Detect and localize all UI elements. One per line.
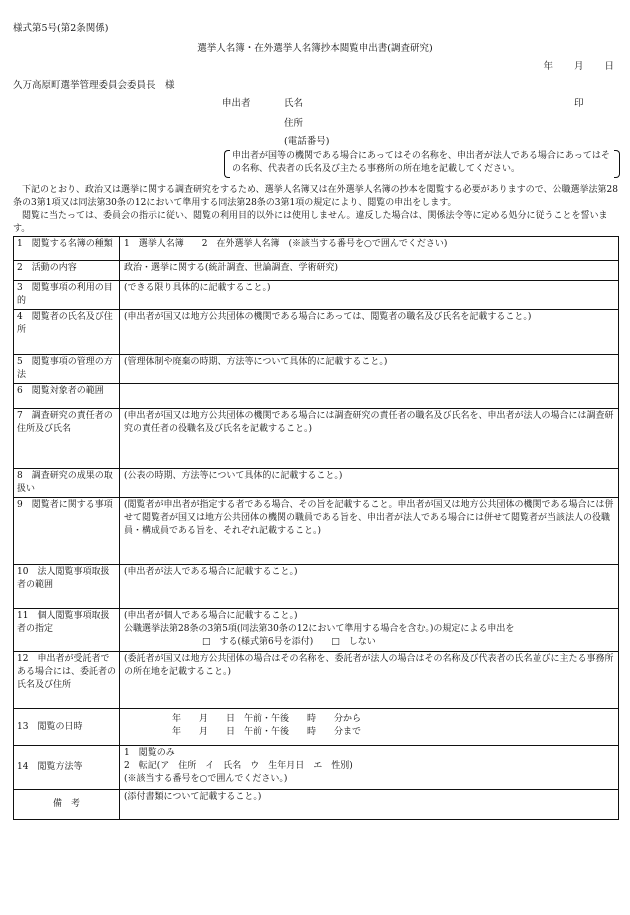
- row-label: 11 個人閲覧事項取扱者の指定: [14, 609, 120, 652]
- r11-line-1: (申出者が個人である場合に記載すること。): [124, 611, 298, 621]
- row-label: 14 閲覧方法等: [14, 746, 120, 790]
- applicant-address-label: 住所: [284, 118, 304, 129]
- table-row: [14, 609, 619, 652]
- row-label: 2 活動の内容: [14, 261, 120, 281]
- row-label: 3 閲覧事項の利用の目的: [14, 281, 120, 310]
- r14-line-3: (※該当する番号を○で囲んでください。): [124, 774, 288, 784]
- row-value[interactable]: [120, 384, 619, 409]
- row-value[interactable]: (申出者が国又は地方公共団体の機関である場合には調査研究の責任者の職名及び氏名を、申出者が法人の場合には調査研究の責任者の役職名及び氏名を記載すること。): [120, 409, 619, 469]
- table-row: [14, 709, 619, 746]
- row-value[interactable]: (管理体制や廃棄の時期、方法等について具体的に記載すること。): [120, 355, 619, 384]
- table-row: [14, 565, 619, 609]
- form-number: 様式第5号(第2条関係): [13, 23, 109, 34]
- body-paragraph-2: 閲覧に当たっては、委員会の指示に従い、閲覧の利用目的以外には使用しません。違反した場合は、関係法令等に定める処分に従うことを誓います。: [13, 211, 608, 234]
- row-label: 7 調査研究の責任者の住所及び氏名: [14, 409, 120, 469]
- row-label: 6 閲覧対象者の範囲: [14, 384, 120, 409]
- row-label: 1 閲覧する名簿の種類: [14, 237, 120, 261]
- table-row: [14, 469, 619, 498]
- row-value[interactable]: [120, 746, 619, 790]
- row-label: 8 調査研究の成果の取扱い: [14, 469, 120, 498]
- table-row: [14, 237, 619, 261]
- row-value[interactable]: 政治・選挙に関する(統計調査、世論調査、学術研究): [120, 261, 619, 281]
- applicant-note-text: 申出者が国等の機関である場合にあってはその名称を、申出者が法人である場合にあってはその名称、代表者の氏名及び主たる事務所の所在地を記載してください。: [232, 151, 610, 174]
- row-value[interactable]: 1 選挙人名簿 2 在外選挙人名簿 (※該当する番号を○で囲んでください): [120, 237, 619, 261]
- application-table: [13, 236, 619, 820]
- r13-to: 年 月 日 午前・午後 時 分まで: [172, 727, 362, 737]
- table-row: [14, 281, 619, 310]
- table-row: [14, 261, 619, 281]
- table-row: [14, 355, 619, 384]
- row-value[interactable]: (できる限り具体的に記載すること。): [120, 281, 619, 310]
- row-value[interactable]: (閲覧者が申出者が指定する者である場合、その旨を記載すること。申出者が国又は地方公共団体の機関である場合には併せて閲覧者が国又は地方公共団体の機関の職員である旨を、申出者が法人である場合には併せて閲覧者が当該法人の役職員・構成員である旨を、それぞれ記載すること。): [120, 498, 619, 565]
- applicant-note: [224, 150, 620, 178]
- document-title: 選挙人名簿・在外選挙人名簿抄本閲覧申出書(調査研究): [197, 43, 433, 54]
- row-value[interactable]: [120, 609, 619, 652]
- applicant-name-label: 氏名: [284, 98, 304, 109]
- row-label: 備 考: [14, 790, 120, 820]
- table-row: [14, 498, 619, 565]
- r11-line-2: 公職選挙法第28条の3第5項(同法第30条の12において準用する場合を含む。)の規定による申出を: [124, 624, 515, 634]
- table-row: [14, 746, 619, 790]
- table-row: [14, 310, 619, 355]
- date-field: 年 月 日: [543, 61, 614, 72]
- table-row: [14, 652, 619, 709]
- row-value[interactable]: (公表の時期、方法等について具体的に記載すること。): [120, 469, 619, 498]
- r11-checkbox-line[interactable]: □ する(様式第6号を添付) □ しない: [202, 637, 376, 647]
- addressee: 久万高原町選挙管理委員会委員長 様: [13, 80, 175, 91]
- row-label: 4 閲覧者の氏名及び住所: [14, 310, 120, 355]
- r14-line-2: 2 転記(ア 住所 イ 氏名 ウ 生年月日 エ 性別): [124, 761, 353, 771]
- row-label: 5 閲覧事項の管理の方法: [14, 355, 120, 384]
- row-label: 13 閲覧の日時: [14, 709, 120, 746]
- body-text: [13, 184, 618, 236]
- row-value[interactable]: (申出者が法人である場合に記載すること。): [120, 565, 619, 609]
- applicant-phone-label: (電話番号): [284, 136, 330, 147]
- r13-from: 年 月 日 午前・午後 時 分から: [172, 714, 362, 724]
- applicant-role-label: 申出者: [222, 98, 251, 109]
- row-value[interactable]: (添付書類について記載すること。): [120, 790, 619, 820]
- row-value[interactable]: (委託者が国又は地方公共団体の場合はその名称を、委託者が法人の場合はその名称及び代表者の氏名並びに主たる事務所の所在地を記載すること。): [120, 652, 619, 709]
- body-paragraph-1: 下記のとおり、政治又は選挙に関する調査研究をするため、選挙人名簿又は在外選挙人名簿の抄本を閲覧する必要がありますので、公職選挙法第28条の3第1項又は同法第30条の12において準用する同法第28条の3第1項の規定により、閲覧の申出をします。: [13, 185, 618, 208]
- row-value[interactable]: [120, 709, 619, 746]
- table-row: [14, 384, 619, 409]
- r14-line-1: 1 閲覧のみ: [124, 748, 175, 758]
- table-row: [14, 790, 619, 820]
- table-row: [14, 409, 619, 469]
- row-value[interactable]: (申出者が国又は地方公共団体の機関である場合にあっては、閲覧者の職名及び氏名を記載すること。): [120, 310, 619, 355]
- seal-label: 印: [574, 98, 584, 109]
- row-label: 10 法人閲覧事項取扱者の範囲: [14, 565, 120, 609]
- row-label: 9 閲覧者に関する事項: [14, 498, 120, 565]
- row-label: 12 申出者が受託者である場合には、委託者の氏名及び住所: [14, 652, 120, 709]
